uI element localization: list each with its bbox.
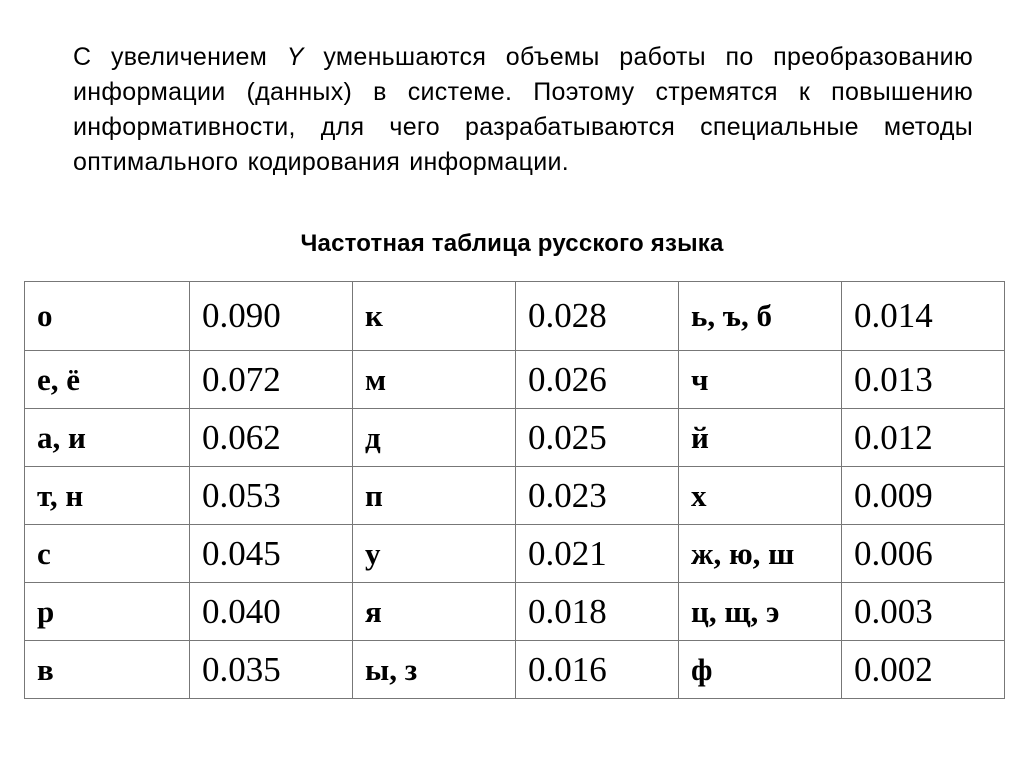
letter-cell: в [25, 641, 190, 699]
frequency-cell: 0.006 [842, 525, 1005, 583]
letter-cell: й [679, 409, 842, 467]
letter-cell: р [25, 583, 190, 641]
table-row [25, 409, 1005, 467]
table-row [25, 525, 1005, 583]
frequency-cell: 0.021 [516, 525, 679, 583]
frequency-cell: 0.016 [516, 641, 679, 699]
table-row [25, 467, 1005, 525]
frequency-cell: 0.028 [516, 282, 679, 351]
table-row [25, 641, 1005, 699]
table-row [25, 351, 1005, 409]
frequency-cell: 0.040 [190, 583, 353, 641]
frequency-cell: 0.023 [516, 467, 679, 525]
frequency-cell: 0.053 [190, 467, 353, 525]
frequency-cell: 0.090 [190, 282, 353, 351]
frequency-table [24, 281, 1005, 699]
letter-cell: ф [679, 641, 842, 699]
frequency-cell: 0.025 [516, 409, 679, 467]
frequency-cell: 0.003 [842, 583, 1005, 641]
table-title: Частотная таблица русского языка [300, 230, 724, 257]
frequency-cell: 0.026 [516, 351, 679, 409]
intro-variable-y: Y [286, 43, 304, 71]
letter-cell: ц, щ, э [679, 583, 842, 641]
frequency-table-body [25, 282, 1005, 699]
intro-paragraph [73, 40, 973, 180]
letter-cell: м [353, 351, 516, 409]
table-row [25, 583, 1005, 641]
letter-cell: я [353, 583, 516, 641]
letter-cell: ь, ъ, б [679, 282, 842, 351]
letter-cell: х [679, 467, 842, 525]
letter-cell: ч [679, 351, 842, 409]
frequency-cell: 0.014 [842, 282, 1005, 351]
letter-cell: к [353, 282, 516, 351]
letter-cell: ы, з [353, 641, 516, 699]
frequency-cell: 0.045 [190, 525, 353, 583]
frequency-cell: 0.009 [842, 467, 1005, 525]
frequency-cell: 0.013 [842, 351, 1005, 409]
table-row [25, 282, 1005, 351]
frequency-cell: 0.018 [516, 583, 679, 641]
letter-cell: е, ё [25, 351, 190, 409]
letter-cell: ж, ю, ш [679, 525, 842, 583]
letter-cell: д [353, 409, 516, 467]
letter-cell: с [25, 525, 190, 583]
frequency-cell: 0.002 [842, 641, 1005, 699]
intro-text-rest: уменьшаются объемы работы по преобразованию информации (данных) в системе. Поэтому стремятся к повышению информативности, для чего разрабатываются специальные методы оптимального кодирования информации. [73, 43, 973, 176]
intro-text-start: С увеличением [73, 43, 287, 71]
frequency-cell: 0.062 [190, 409, 353, 467]
letter-cell: а, и [25, 409, 190, 467]
letter-cell: о [25, 282, 190, 351]
frequency-cell: 0.012 [842, 409, 1005, 467]
letter-cell: у [353, 525, 516, 583]
frequency-cell: 0.072 [190, 351, 353, 409]
frequency-cell: 0.035 [190, 641, 353, 699]
letter-cell: п [353, 467, 516, 525]
letter-cell: т, н [25, 467, 190, 525]
